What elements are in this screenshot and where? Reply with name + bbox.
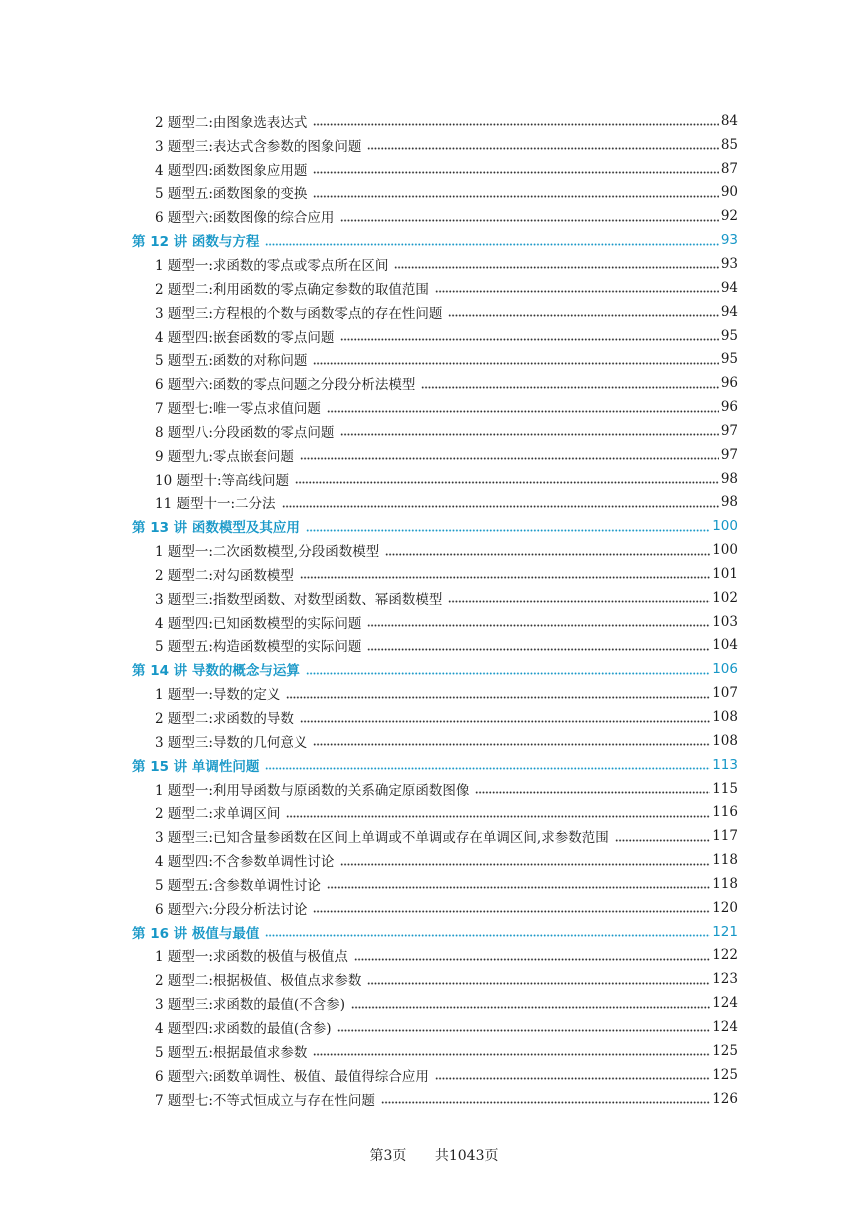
toc-section-entry[interactable] [0,610,738,634]
toc-entry-title: 3 题型三:求函数的最值(不含参) [155,997,345,1014]
toc-entry-title: 3 题型三:已知含量参函数在区间上单调或不单调或存在单调区间,求参数范围 [155,830,609,847]
toc-entry-page-number: 103 [712,613,738,630]
toc-section-entry[interactable] [0,157,738,181]
toc-section-entry[interactable] [0,1039,738,1063]
toc-section-entry[interactable] [0,1015,738,1039]
toc-section-entry[interactable] [0,562,738,586]
toc-entry-title: 5 题型五:含参数单调性讨论 [155,877,321,894]
toc-entry-page-number: 108 [712,709,738,726]
toc-entry-title: 6 题型六:函数单调性、极值、最值得综合应用 [155,1068,429,1085]
toc-entry-title: 4 题型四:嵌套函数的零点问题 [155,329,335,346]
toc-entry-page-number: 95 [720,351,738,368]
toc-entry-title: 7 题型七:不等式恒成立与存在性问题 [155,1092,375,1109]
toc-entry-title: 5 题型五:构造函数模型的实际问题 [155,639,362,656]
dot-leader [313,901,710,914]
toc-entry-title: 10 题型十:等高线问题 [155,472,290,489]
dot-leader [340,329,718,342]
toc-entry-page-number: 87 [720,160,738,177]
toc-entry-title: 第 16 讲 极值与最值 [132,925,260,942]
toc-section-entry[interactable] [0,109,738,133]
toc-entry-title: 7 题型七:唯一零点求值问题 [155,401,321,418]
toc-entry-title: 5 题型五:函数图象的变换 [155,186,308,203]
toc-entry-title: 1 题型一:二次函数模型,分段函数模型 [155,544,380,561]
toc-entry-title: 6 题型六:分段分析法讨论 [155,901,308,918]
toc-entry-page-number: 100 [712,518,738,535]
toc-entry-page-number: 117 [712,828,738,845]
dot-leader [340,424,718,437]
toc-section-entry[interactable] [0,252,738,276]
toc-section-entry[interactable] [0,824,738,848]
dot-leader [300,711,710,724]
toc-entry-page-number: 124 [712,1018,738,1035]
dot-leader [340,854,710,867]
dot-leader [265,234,718,247]
dot-leader [435,281,719,294]
toc-entry-page-number: 95 [720,327,738,344]
toc-entry-page-number: 104 [712,637,738,654]
toc-chapter-entry[interactable] [0,228,738,252]
toc-entry-page-number: 85 [720,136,738,153]
toc-section-entry[interactable] [0,944,738,968]
toc-section-entry[interactable] [0,967,738,991]
toc-section-entry[interactable] [0,276,738,300]
toc-entry-title: 1 题型一:导数的定义 [155,687,281,704]
dot-leader [381,1092,710,1105]
toc-entry-title: 4 题型四:求函数的最值(含参) [155,1020,332,1037]
total-pages-label: 共1043页 [434,1148,499,1164]
dot-leader [313,353,718,366]
page-footer [0,1145,868,1165]
toc-entry-page-number: 123 [712,971,738,988]
toc-entry-page-number: 90 [720,184,738,201]
toc-entry-page-number: 118 [712,875,738,892]
dot-leader [448,305,718,318]
dot-leader [282,496,719,509]
toc-section-entry[interactable] [0,848,738,872]
toc-entry-title: 4 题型四:函数图象应用题 [155,162,308,179]
toc-section-entry[interactable] [0,347,738,371]
toc-entry-title: 3 题型三:方程根的个数与函数零点的存在性问题 [155,305,443,322]
toc-entry-page-number: 94 [720,303,738,320]
toc-section-entry[interactable] [0,538,738,562]
dot-leader [313,1044,710,1057]
dot-leader [394,257,718,270]
toc-entry-title: 第 14 讲 导数的概念与运算 [132,663,300,680]
toc-chapter-entry[interactable] [0,753,738,777]
toc-entry-page-number: 121 [712,923,738,940]
toc-entry-title: 2 题型二:求函数的导数 [155,711,294,728]
dot-leader [337,1020,710,1033]
toc-entry-page-number: 97 [720,422,738,439]
toc-entry-title: 第 15 讲 单调性问题 [132,758,260,775]
toc-entry-title: 2 题型二:由图象选表达式 [155,114,308,131]
toc-entry-page-number: 126 [712,1090,738,1107]
toc-entry-title: 9 题型九:零点嵌套问题 [155,448,294,465]
dot-leader [615,830,710,843]
toc-entry-title: 6 题型六:函数图像的综合应用 [155,210,335,227]
toc-entry-title: 1 题型一:求函数的极值与极值点 [155,949,348,966]
toc-entry-page-number: 106 [712,661,738,678]
dot-leader [265,758,710,771]
toc-entry-title: 8 题型八:分段函数的零点问题 [155,424,335,441]
toc-section-entry[interactable] [0,1087,738,1111]
dot-leader [435,1068,710,1081]
dot-leader [313,734,710,747]
dot-leader [313,186,718,199]
dot-leader [367,973,710,986]
toc-entry-title: 4 题型四:不含参数单调性讨论 [155,854,335,871]
toc-entry-title: 3 题型三:表达式含参数的图象问题 [155,138,362,155]
dot-leader [313,114,718,127]
toc-entry-page-number: 124 [712,995,738,1012]
toc-entry-page-number: 84 [720,112,738,129]
toc-section-entry[interactable] [0,777,738,801]
dot-leader [351,997,710,1010]
toc-entry-title: 5 题型五:根据最值求参数 [155,1044,308,1061]
toc-entry-title: 3 题型三:导数的几何意义 [155,734,308,751]
toc-entry-page-number: 115 [712,780,738,797]
toc-entry-page-number: 97 [720,446,738,463]
toc-section-entry[interactable] [0,681,738,705]
toc-chapter-entry[interactable] [0,657,738,681]
toc-entry-page-number: 122 [712,947,738,964]
toc-entry-page-number: 125 [712,1042,738,1059]
toc-entry-page-number: 98 [720,470,738,487]
dot-leader [306,520,710,533]
dot-leader [340,210,718,223]
toc-section-entry[interactable] [0,634,738,658]
toc-entry-title: 6 题型六:函数的零点问题之分段分析法模型 [155,377,416,394]
dot-leader [385,544,710,557]
dot-leader [367,138,718,151]
dot-leader [265,925,710,938]
toc-section-entry[interactable] [0,371,738,395]
toc-entry-title: 11 题型十一:二分法 [155,496,276,513]
toc-section-entry[interactable] [0,181,738,205]
dot-leader [300,567,710,580]
toc-entry-title: 2 题型二:利用函数的零点确定参数的取值范围 [155,281,429,298]
toc-section-entry[interactable] [0,395,738,419]
toc-section-entry[interactable] [0,705,738,729]
toc-section-entry[interactable] [0,800,738,824]
toc-section-entry[interactable] [0,872,738,896]
toc-section-entry[interactable] [0,586,738,610]
dot-leader [421,377,718,390]
toc-entry-title: 4 题型四:已知函数模型的实际问题 [155,615,362,632]
dot-leader [367,639,710,652]
toc-entry-page-number: 96 [720,375,738,392]
dot-leader [286,687,710,700]
toc-entry-page-number: 98 [720,494,738,511]
toc-section-entry[interactable] [0,991,738,1015]
toc-entry-page-number: 116 [712,804,738,821]
current-page-label: 第3页 [369,1148,407,1164]
toc-entry-title: 第 13 讲 函数模型及其应用 [132,520,300,537]
toc-entry-page-number: 120 [712,899,738,916]
toc-entry-title: 第 12 讲 函数与方程 [132,234,260,251]
dot-leader [300,448,719,461]
dot-leader [475,782,710,795]
dot-leader [295,472,719,485]
toc-entry-title: 2 题型二:对勾函数模型 [155,567,294,584]
toc-entry-page-number: 94 [720,279,738,296]
toc-entry-page-number: 118 [712,852,738,869]
dot-leader [313,162,718,175]
toc-entry-title: 2 题型二:求单调区间 [155,806,281,823]
toc-entry-title: 3 题型三:指数型函数、对数型函数、幂函数模型 [155,591,443,608]
toc-section-entry[interactable] [0,1063,738,1087]
toc-entry-title: 2 题型二:根据极值、极值点求参数 [155,973,362,990]
toc-section-entry[interactable] [0,204,738,228]
table-of-contents [0,109,868,1110]
dot-leader [327,401,719,414]
toc-entry-title: 1 题型一:利用导函数与原函数的关系确定原函数图像 [155,782,470,799]
toc-entry-page-number: 113 [712,756,738,773]
toc-entry-page-number: 92 [720,208,738,225]
toc-section-entry[interactable] [0,491,738,515]
toc-entry-page-number: 96 [720,399,738,416]
toc-chapter-entry[interactable] [0,514,738,538]
toc-entry-page-number: 101 [712,565,738,582]
toc-entry-page-number: 108 [712,732,738,749]
dot-leader [354,949,710,962]
toc-section-entry[interactable] [0,133,738,157]
toc-entry-title: 1 题型一:求函数的零点或零点所在区间 [155,257,389,274]
toc-section-entry[interactable] [0,729,738,753]
dot-leader [448,591,710,604]
toc-chapter-entry[interactable] [0,920,738,944]
dot-leader [367,615,710,628]
toc-entry-page-number: 102 [712,589,738,606]
toc-section-entry[interactable] [0,443,738,467]
toc-entry-page-number: 107 [712,685,738,702]
toc-section-entry[interactable] [0,419,738,443]
dot-leader [286,806,710,819]
dot-leader [306,663,710,676]
toc-entry-title: 5 题型五:函数的对称问题 [155,353,308,370]
toc-entry-page-number: 93 [720,232,738,249]
toc-entry-page-number: 100 [712,542,738,559]
dot-leader [327,877,710,890]
toc-entry-page-number: 93 [720,255,738,272]
toc-section-entry[interactable] [0,324,738,348]
toc-section-entry[interactable] [0,467,738,491]
toc-section-entry[interactable] [0,896,738,920]
toc-section-entry[interactable] [0,300,738,324]
toc-entry-page-number: 125 [712,1066,738,1083]
